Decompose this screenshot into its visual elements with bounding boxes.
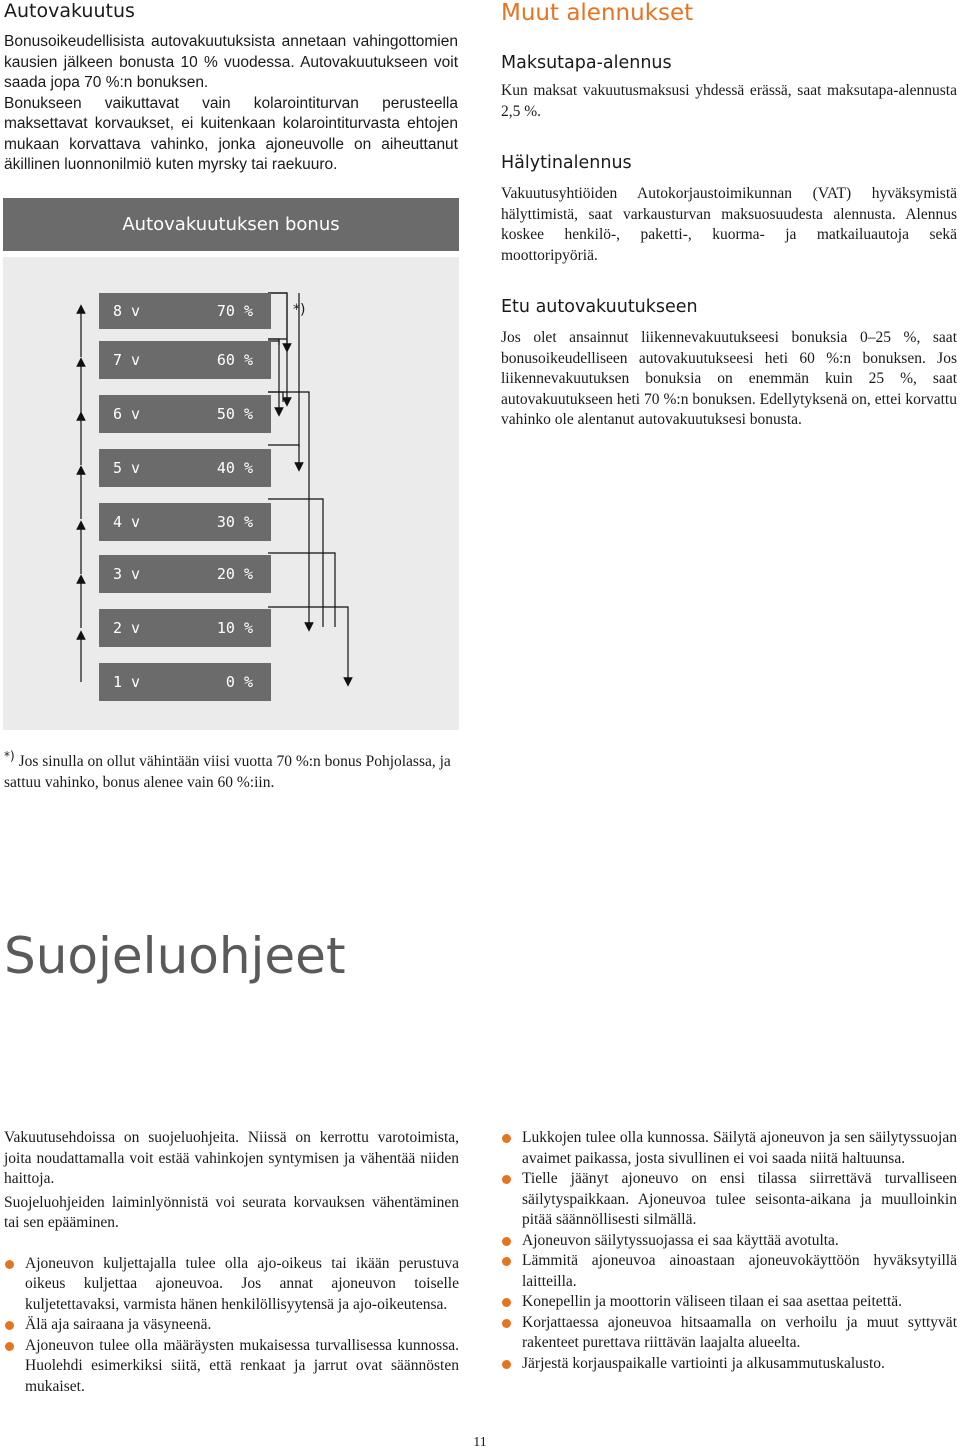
bonus-percent: 10 %: [216, 619, 253, 637]
bonus-chart-title: Autovakuutuksen bonus: [3, 198, 459, 251]
bullet-dot-icon: [502, 1257, 511, 1266]
bullet-dot-icon: [502, 1237, 511, 1246]
bonus-percent: 30 %: [216, 513, 253, 531]
bullet-dot-icon: [5, 1260, 14, 1269]
bonus-year: 8 v: [113, 302, 141, 320]
car-insurance-paragraph-2: Bonukseen vaikuttavat vain kolarointiturvan perusteella maksettavat korvaukset, ei kuitenkaan kolarointiturvasta ehtojen mukaan korvattava vahinko, jonka ajoneuvolle on aiheuttanut äkillinen luonnonilmiö kuten myrsky tai raekuuro.: [4, 94, 458, 173]
bonus-year: 5 v: [113, 459, 141, 477]
list-item: Konepellin ja moottorin väliseen tilaan ei saa asettaa peitettä.: [501, 1292, 957, 1313]
bonus-footnote: [4, 746, 460, 793]
arrow-down-6v-main: [268, 392, 309, 627]
bonus-year: 4 v: [113, 513, 141, 531]
other-discounts-section: [501, 0, 957, 431]
car-insurance-benefit-title: Etu autovakuutukseen: [501, 297, 698, 317]
bonus-percent: 20 %: [216, 565, 253, 583]
list-item: Ajoneuvon kuljettajalla tulee olla ajo-oikeus tai ikään perustuva oikeus kuljettaa ajoneuvoa. Jos annat ajoneuvon toiselle kuljetettavaksi, varmista hänen henkilöllisyytensä ja ajo-oikeutensa.: [4, 1254, 459, 1316]
car-insurance-benefit-text: Jos olet ansainnut liikennevakuutukseesi bonuksia 0–25 %, saat bonusoikeudelliseen autovakuutukseesi heti 60 %:n bonuksen. Jos liikennevakuutuksen bonuksia on enemmän kuin 25 %, saat autovakuutukseen heti 70 %:n bonuksen. Edellytyksenä on, ettei korvattu vahinko ole alentanut autovakuutuksesi bonusta.: [501, 329, 957, 428]
bullet-dot-icon: [5, 1342, 14, 1351]
protection-intro-1: Vakuutusehdoissa on suojeluohjeita. Niissä on kerrottu varotoimista, joita noudattamalla voit estää vahinkojen syntymisen ja vähentää niiden haittoja.: [4, 1129, 459, 1187]
protection-list-left: [4, 1254, 459, 1398]
protection-title: Suojeluohjeet: [4, 927, 346, 985]
car-insurance-paragraph-1: Bonusoikeudellisista autovakuutuksista annetaan vahingottomien kausien jälkeen bonusta 10 % vuodessa. Autovakuutukseen voit saada jopa 70 %:n bonuksen.: [4, 33, 458, 91]
footnote-mark: *): [4, 749, 15, 763]
bullet-dot-icon: [5, 1321, 14, 1330]
bonus-chart-asterisk: *): [293, 302, 306, 318]
bonus-percent: 0 %: [225, 673, 253, 691]
protection-left-column: [4, 1128, 459, 1397]
bullet-dot-icon: [502, 1360, 511, 1369]
bonus-row-8v: [99, 293, 271, 329]
bonus-row-6v: [99, 395, 271, 433]
bonus-row-3v: [99, 555, 271, 593]
list-item: Ajoneuvon tulee olla määräysten mukaisessa turvallisessa kunnossa. Huolehdi esimerkiksi siitä, että renkaat ja jarrut ovat säännösten mukaiset.: [4, 1336, 459, 1398]
arrow-down-3v-main: [268, 553, 335, 627]
bullet-dot-icon: [502, 1298, 511, 1307]
list-item: Korjattaessa ajoneuvoa hitsaamalla on verhoilu ja muut syttyvät rakenteet purettava riittävän laajalta alueelta.: [501, 1313, 957, 1354]
alarm-discount-text: Vakuutusyhtiöiden Autokorjaustoimikunnan (VAT) hyväksymistä hälyttimistä, saat varkausturvan maksuosuudesta alennusta. Alennus koskee henkilö-, paketti-, kuorma- ja matkailuautoja sekä moottoripyöriä.: [501, 185, 957, 264]
bonus-row-2v: [99, 609, 271, 647]
payment-discount-text: Kun maksat vakuutusmaksusi yhdessä erässä, saat maksutapa-alennusta 2,5 %.: [501, 82, 957, 120]
bonus-row-1v: [99, 663, 271, 701]
bonus-year: 1 v: [113, 673, 141, 691]
list-item: Tielle jäänyt ajoneuvo on ensi tilassa siirrettävä turvalliseen säilytyspaikkaan. Ajoneuvoa tulee seisonta-aikana ja muulloinkin pitää säännöllisesti silmällä.: [501, 1169, 957, 1231]
bonus-year: 3 v: [113, 565, 141, 583]
footnote-text: Jos sinulla on ollut vähintään viisi vuotta 70 %:n bonus Pohjolassa, ja sattuu vahinko, bonus alenee vain 60 %:iin.: [4, 753, 451, 792]
payment-discount-title: Maksutapa-alennus: [501, 53, 672, 73]
bonus-year: 7 v: [113, 351, 141, 369]
other-discounts-title: Muut alennukset: [501, 0, 694, 26]
car-insurance-section: [4, 0, 458, 176]
protection-list-right: [501, 1128, 957, 1374]
list-item: Lämmitä ajoneuvoa ainoastaan ajoneuvokäyttöön hyväksytyillä laitteilla.: [501, 1251, 957, 1292]
page-number: 11: [473, 1435, 487, 1450]
bonus-row-7v: [99, 341, 271, 379]
bonus-year: 2 v: [113, 619, 141, 637]
bonus-percent: 60 %: [216, 351, 253, 369]
list-item: Ajoneuvon säilytyssuojassa ei saa käyttää avotulta.: [501, 1231, 957, 1252]
arrow-down-5v-main: [268, 445, 299, 467]
bonus-percent: 70 %: [216, 302, 253, 320]
bonus-chart-panel: [3, 257, 459, 730]
arrow-down-2v-main: [268, 607, 348, 682]
alarm-discount-title: Hälytinalennus: [501, 153, 632, 173]
bonus-row-5v: [99, 449, 271, 487]
protection-right-column: [501, 1128, 957, 1374]
car-insurance-title: Autovakuutus: [4, 0, 135, 22]
bullet-dot-icon: [502, 1319, 511, 1328]
protection-intro-2: Suojeluohjeiden laiminlyönnistä voi seurata korvauksen vähentäminen tai sen epääminen.: [4, 1193, 459, 1231]
bonus-percent: 40 %: [216, 459, 253, 477]
list-item: Älä aja sairaana ja väsyneenä.: [4, 1315, 459, 1336]
bonus-percent: 50 %: [216, 405, 253, 423]
bullet-dot-icon: [502, 1134, 511, 1143]
list-item: Järjestä korjauspaikalle vartiointi ja alkusammutuskalusto.: [501, 1354, 957, 1375]
arrow-down-4v-main: [268, 499, 323, 627]
bullet-dot-icon: [502, 1175, 511, 1184]
list-item: Lukkojen tulee olla kunnossa. Säilytä ajoneuvon ja sen säilytyssuojan avaimet paikassa, josta sivullinen ei voi saada niitä haltuunsa.: [501, 1128, 957, 1169]
bonus-row-4v: [99, 503, 271, 541]
bonus-year: 6 v: [113, 405, 141, 423]
